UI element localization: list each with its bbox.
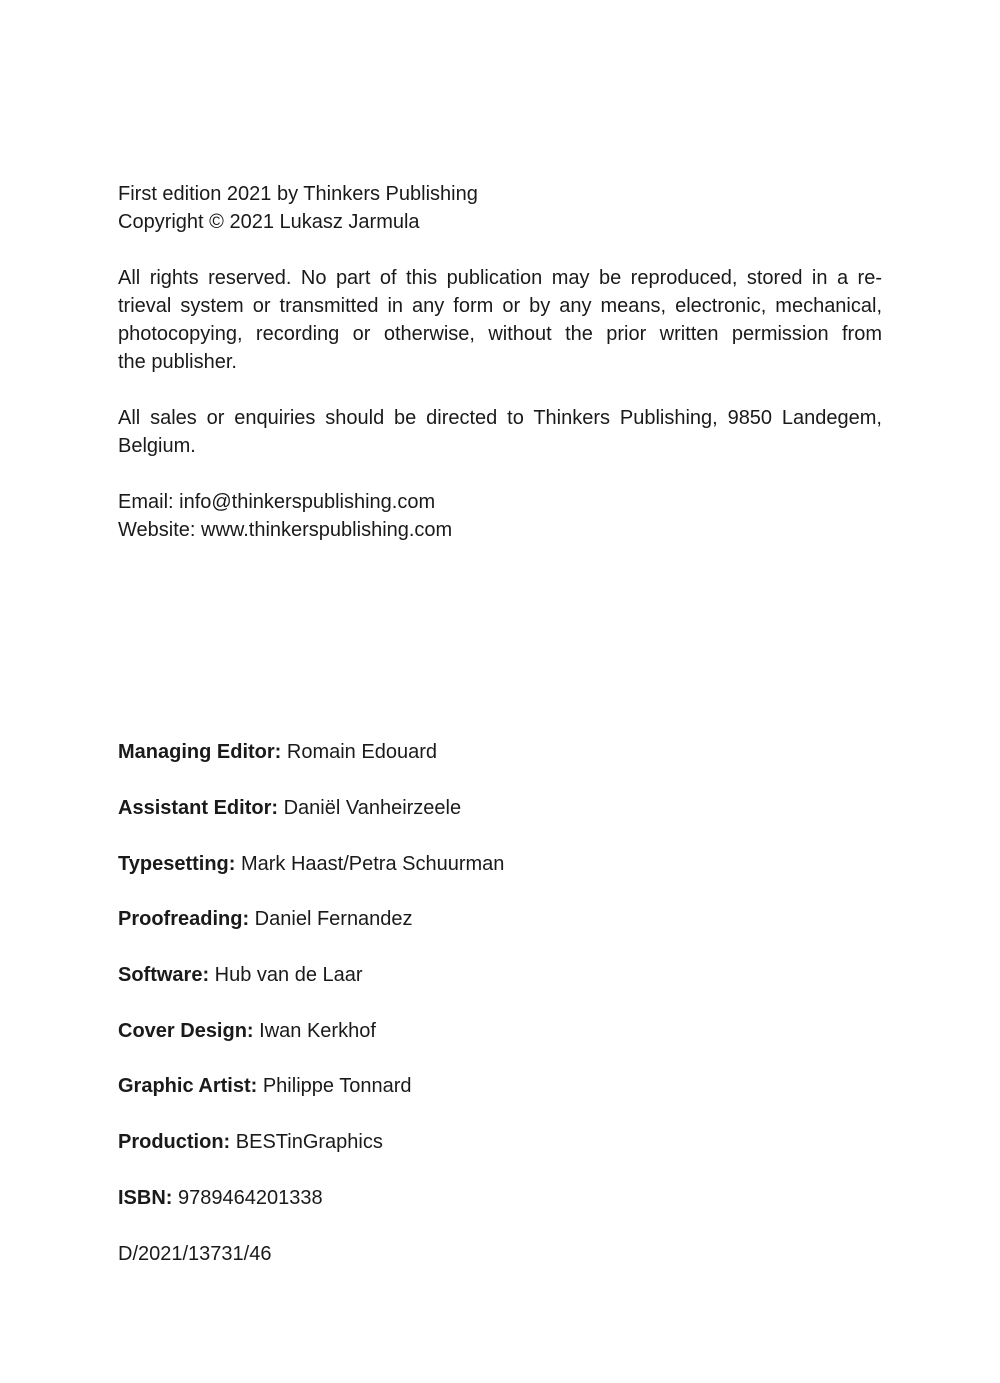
- rights-line-1: All rights reserved. No part of this publication may be reproduced, stored in a re-: [118, 267, 882, 289]
- credit-label: ISBN:: [118, 1187, 173, 1209]
- credit-label: Cover Design:: [118, 1020, 254, 1042]
- credit-label: Graphic Artist:: [118, 1075, 258, 1097]
- credit-label: Proofreading:: [118, 908, 250, 930]
- credit-value: BESTinGraphics: [230, 1131, 383, 1153]
- edition-block: [118, 180, 478, 236]
- credit-typesetting: [118, 850, 504, 878]
- email-line: Email: info@thinkerspublishing.com: [118, 491, 436, 513]
- credit-managing-editor: [118, 738, 437, 766]
- rights-line-2: trieval system or transmitted in any form or by any means, electronic, mechanical,: [118, 295, 882, 317]
- rights-line-4: the publisher.: [118, 351, 237, 373]
- credit-software: [118, 961, 363, 989]
- credit-label: Assistant Editor:: [118, 797, 279, 819]
- credit-production: [118, 1128, 383, 1156]
- sales-line-2: Belgium.: [118, 435, 196, 457]
- credit-proofreading: [118, 905, 413, 933]
- edition-line: First edition 2021 by Thinkers Publishing: [118, 183, 478, 205]
- credit-assistant-editor: [118, 794, 461, 822]
- credit-label: Software:: [118, 964, 210, 986]
- credit-value: Iwan Kerkhof: [253, 1020, 376, 1042]
- credit-value: Mark Haast/Petra Schuurman: [235, 853, 505, 875]
- credit-label: Production:: [118, 1131, 231, 1153]
- sales-paragraph: [118, 404, 882, 460]
- credit-value: Philippe Tonnard: [257, 1075, 412, 1097]
- copyright-line: Copyright © 2021 Lukasz Jarmula: [118, 211, 420, 233]
- legal-deposit-value: D/2021/13731/46: [118, 1243, 272, 1265]
- rights-line-3: photocopying, recording or otherwise, without the prior written permission from: [118, 323, 882, 345]
- credit-cover-design: [118, 1017, 376, 1045]
- rights-paragraph: [118, 264, 882, 376]
- legal-deposit: [118, 1240, 271, 1268]
- credit-label: Managing Editor:: [118, 741, 282, 763]
- website-line: Website: www.thinkerspublishing.com: [118, 519, 453, 541]
- credit-label: Typesetting:: [118, 853, 236, 875]
- credit-value: 9789464201338: [172, 1187, 323, 1209]
- credit-isbn: [118, 1184, 323, 1212]
- contact-block: [118, 488, 452, 544]
- credit-value: Hub van de Laar: [209, 964, 363, 986]
- credit-value: Daniel Fernandez: [249, 908, 413, 930]
- sales-line-1: All sales or enquiries should be directed to Thinkers Publishing, 9850 Landegem,: [118, 407, 882, 429]
- credit-graphic-artist: [118, 1072, 411, 1100]
- credit-value: Daniël Vanheirzeele: [278, 797, 462, 819]
- credit-value: Romain Edouard: [281, 741, 437, 763]
